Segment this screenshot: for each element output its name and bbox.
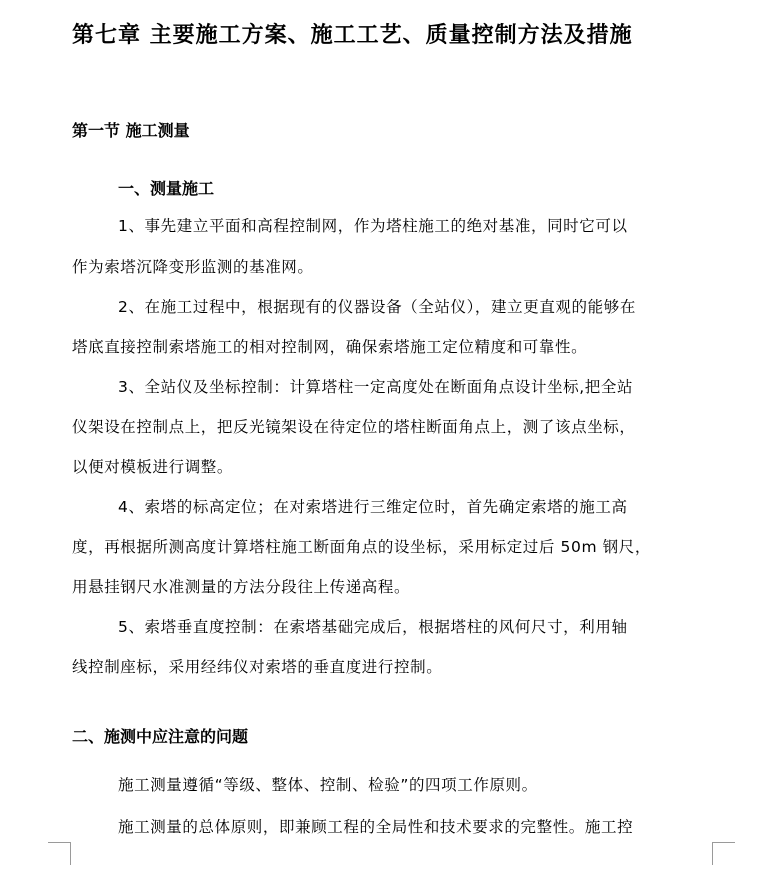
- paragraph-line: 以便对模板进行调整。: [72, 458, 234, 476]
- paragraph-line: 2、在施工过程中，根据现有的仪器设备（全站仪），建立更直观的能够在: [118, 298, 636, 316]
- paragraph-line: 作为索塔沉降变形监测的基准网。: [72, 258, 314, 276]
- paragraph-line: 塔底直接控制索塔施工的相对控制网，确保索塔施工定位精度和可靠性。: [72, 338, 588, 356]
- paragraph-line: 3、全站仪及坐标控制：计算塔柱一定高度处在断面角点设计坐标,把全站: [118, 378, 634, 396]
- page-corner-mark-left: [48, 842, 71, 865]
- paragraph-line: 4、索塔的标高定位；在对索塔进行三维定位时，首先确定索塔的施工高: [118, 498, 628, 516]
- paragraph-line: 线控制座标，采用经纬仪对索塔的垂直度进行控制。: [72, 658, 443, 676]
- paragraph-line: 仪架设在控制点上，把反光镜架设在待定位的塔柱断面角点上，测了该点坐标，: [72, 418, 636, 436]
- subsection-heading-notes: 二、施测中应注意的问题: [72, 727, 249, 746]
- paragraph-line: 施工测量的总体原则，即兼顾工程的全局性和技术要求的完整性。施工控: [118, 818, 634, 836]
- page-corner-mark-right: [712, 842, 735, 865]
- paragraph-line: 度，再根据所测高度计算塔柱施工断面角点的设坐标，采用标定过后 50m 钢尺，: [72, 538, 651, 556]
- chapter-title: 第七章 主要施工方案、施工工艺、质量控制方法及措施: [72, 22, 633, 48]
- section-title: 第一节 施工测量: [72, 121, 190, 140]
- paragraph-line: 1、事先建立平面和高程控制网，作为塔柱施工的绝对基准，同时它可以: [118, 217, 628, 235]
- paragraph-line: 用悬挂钢尺水准测量的方法分段往上传递高程。: [72, 578, 411, 596]
- paragraph-line: 5、索塔垂直度控制：在索塔基础完成后，根据塔柱的风何尺寸，利用轴: [118, 618, 628, 636]
- subsection-heading-survey: 一、测量施工: [118, 179, 215, 198]
- paragraph-line: 施工测量遵循“等级、整体、控制、检验”的四项工作原则。: [118, 776, 538, 794]
